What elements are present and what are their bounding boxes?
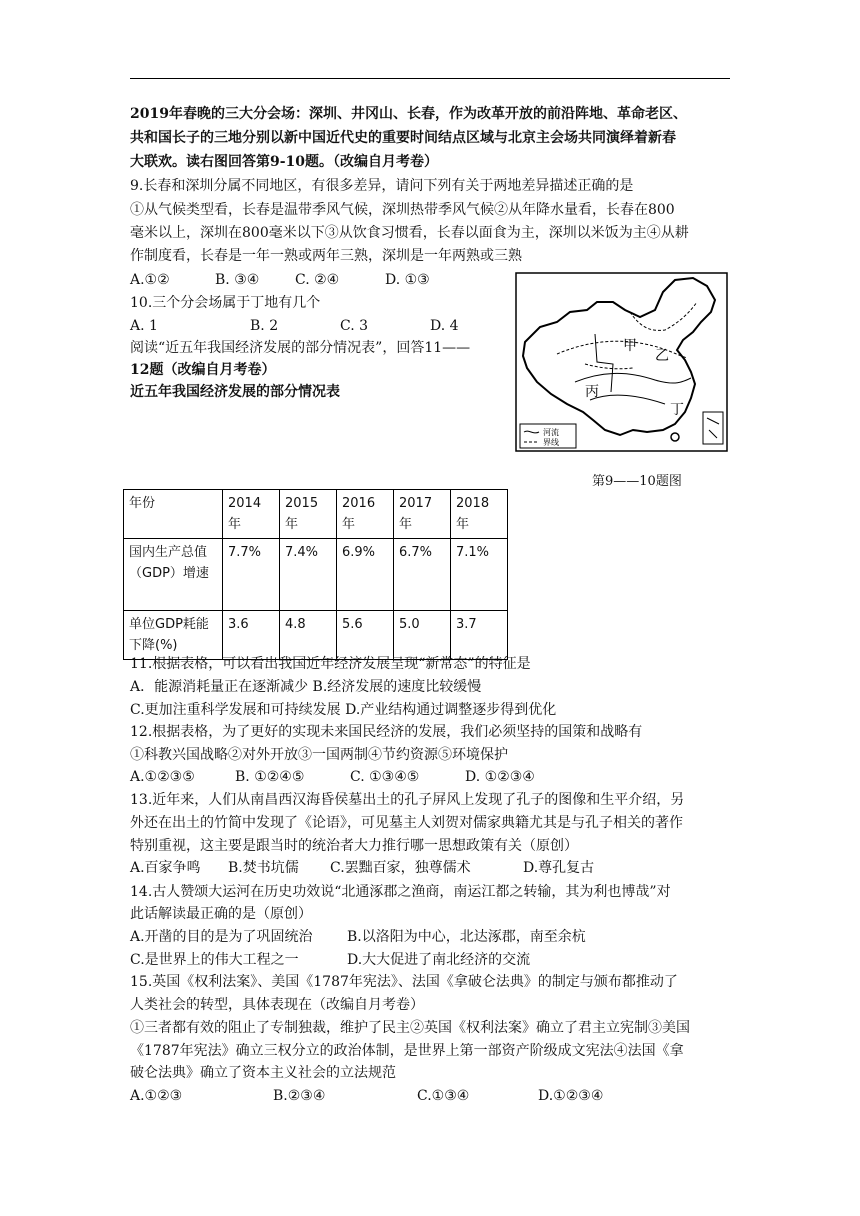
q15-line-3: ①三者都有效的阻止了专制独裁，维护了民主②英国《权利法案》确立了君主立宪制③美国 [130,1020,690,1036]
table-header-cell: 2018年 [451,490,508,539]
q14-line-1: 14.古人赞颂大运河在历史功效说“北通涿郡之渔商，南运江都之转输，其为利也博哉”对 [130,884,671,900]
q15-line-1: 15.英国《权利法案》、美国《1787年宪法》、法国《拿破仑法典》的制定与颁布都推动了 [130,974,678,990]
reading-line-1: 阅读“近五年我国经济发展的部分情况表”，回答11—— [130,340,471,356]
table-header-cell: 2015年 [280,490,337,539]
q11-line-2: C.更加注重科学发展和可持续发展 D.产业结构通过调整逐步得到优化 [130,702,557,718]
q10-stem: 10.三个分会场属于丁地有几个 [130,295,321,311]
q14-line-2: 此话解读最正确的是（原创） [130,906,312,922]
q15-option-b: B.②③④ [273,1088,326,1104]
q9-option-d: D. ①③ [385,272,430,288]
q13-line-3: 特别重视，这主要是跟当时的统治者大力推行哪一思想政策有关（原创） [130,838,578,854]
q13-option-b: B.焚书坑儒 [228,860,299,876]
header-rule [130,78,730,79]
q15-line-5: 破仑法典》确立了资本主义社会的立法规范 [130,1065,396,1081]
table-cell: 5.6 [337,611,394,660]
table-cell: 7.7% [223,539,280,611]
q12-option-d: D. ①②③④ [465,769,535,785]
q9-option-c: C. ②④ [295,272,340,288]
reading-line-2: 12题（改编自月考卷） [130,362,276,378]
table-cell: 单位GDP耗能下降(%) [124,611,223,660]
q13-option-c: C.罢黜百家，独尊儒术 [330,860,471,876]
table-cell: 国内生产总值（GDP）增速 [124,539,223,611]
q9-body-1: ①从气候类型看，长春是温带季风气候，深圳热带季风气候②从年降水量看，长春在800 [130,202,675,218]
q9-body-2: 毫米以上，深圳在800毫米以下③从饮食习惯看，长春以面食为主，深圳以米饭为主④从耕 [130,225,689,241]
map-label-jia: 甲 [623,338,637,354]
legend-boundary: 界线 [543,438,559,447]
q13-line-1: 13.近年来，人们从南昌西汉海昏侯墓出土的孔子屏风上发现了孔子的图像和生平介绍，另 [130,792,685,808]
q11-line-1: A．能源消耗量正在逐渐减少 B.经济发展的速度比较缓慢 [130,679,482,695]
q9-body-3: 作制度看，长春是一年一熟或两年三熟，深圳是一年两熟或三熟 [130,248,522,264]
q15-option-c: C.①③④ [417,1088,470,1104]
table-cell: 3.6 [223,611,280,660]
q12-option-c: C. ①③④⑤ [350,769,420,785]
q9-stem: 9.长春和深圳分属不同地区，有很多差异，请问下列有关于两地差异描述正确的是 [130,178,634,194]
china-map [515,272,728,452]
table-cell: 4.8 [280,611,337,660]
table-row [124,539,508,611]
intro-line-3: 大联欢。读右图回答第9-10题。（改编自月考卷） [130,154,439,170]
q10-option-a: A. 1 [130,318,158,334]
q10-option-c: C. 3 [340,318,369,334]
map-label-bing: 丙 [585,384,599,400]
table-header-cell: 2017年 [394,490,451,539]
q12-body: ①科教兴国战略②对外开放③一国两制④节约资源⑤环境保护 [130,747,508,763]
table-cell: 7.1% [451,539,508,611]
table-cell: 6.9% [337,539,394,611]
intro-line-2: 共和国长子的三地分别以新中国近代史的重要时间结点区域与北京主会场共同演绎着新春 [130,130,676,146]
q15-line-4: 《1787年宪法》确立三权分立的政治体制，是世界上第一部资产阶级成文宪法④法国《拿 [130,1043,684,1059]
q15-option-d: D.①②③④ [538,1088,604,1104]
q10-option-d: D. 4 [430,318,459,334]
q14-option-a: A.开凿的目的是为了巩固统治 [130,929,313,945]
economy-table [123,489,508,660]
legend-river: 河流 [543,428,559,437]
q12-option-b: B. ①②④⑤ [235,769,305,785]
table-cell: 6.7% [394,539,451,611]
q12-option-a: A.①②③⑤ [130,769,195,785]
q13-line-2: 外还在出土的竹简中发现了《论语》，可见墓主人刘贺对儒家典籍尤其是与孔子相关的著作 [130,815,683,831]
table-cell: 3.7 [451,611,508,660]
table-header-cell: 2014年 [223,490,280,539]
map-label-ding: 丁 [670,402,684,418]
table-cell: 5.0 [394,611,451,660]
map-label-yi: 乙 [655,348,669,364]
table-header-cell: 2016年 [337,490,394,539]
table-header-row [124,490,508,539]
q14-option-c: C.是世界上的伟大工程之一 [130,952,299,968]
q13-option-d: D.尊孔复古 [523,860,595,876]
q12-stem: 12.根据表格，为了更好的实现未来国民经济的发展，我们必须坚持的国策和战略有 [130,724,643,740]
q14-option-b: B.以洛阳为中心，北达涿郡，南至余杭 [347,929,586,945]
q9-option-a: A.①② [130,272,170,288]
q15-option-a: A.①②③ [130,1088,183,1104]
q10-option-b: B. 2 [250,318,279,334]
intro-line-1: 2019年春晚的三大分会场：深圳、井冈山、长春，作为改革开放的前沿阵地、革命老区、 [130,106,687,122]
q9-option-b: B. ③④ [215,272,260,288]
q14-option-d: D.大大促进了南北经济的交流 [347,952,531,968]
table-row [124,611,508,660]
q11-stem: 11.根据表格，可以看出我国近年经济发展呈现“新常态”的特征是 [130,656,531,672]
q15-line-2: 人类社会的转型，具体表现在（改编自月考卷） [130,997,424,1013]
table-title: 近五年我国经济发展的部分情况表 [130,384,340,400]
map-caption: 第9——10题图 [592,474,682,489]
table-header-cell: 年份 [124,490,223,539]
table-cell: 7.4% [280,539,337,611]
q13-option-a: A.百家争鸣 [130,860,201,876]
